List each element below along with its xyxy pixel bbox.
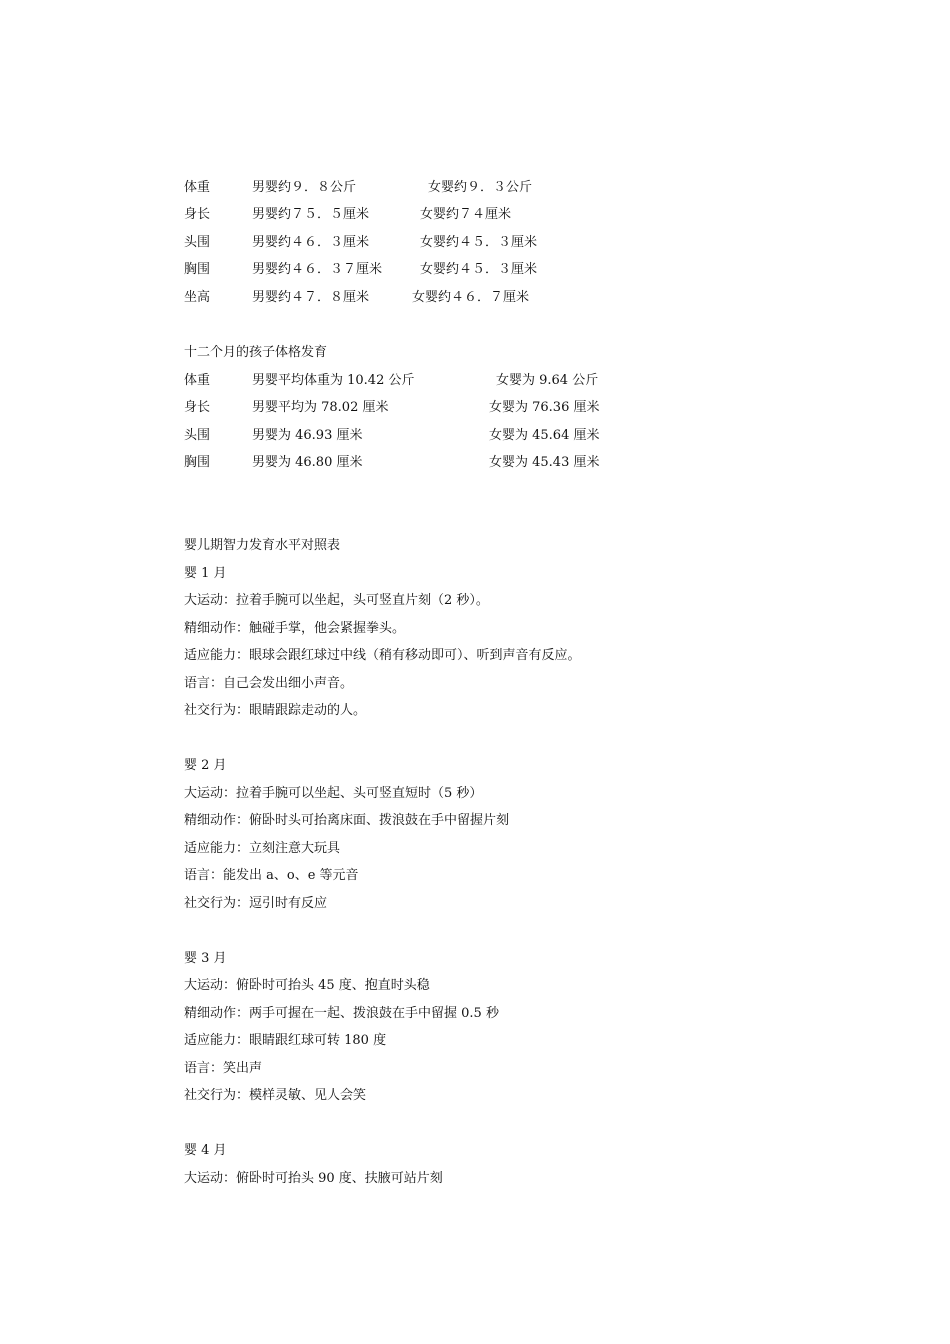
female-value: 女婴约４５．３厘米 (420, 235, 538, 250)
male-value: 男婴平均体重为 10.42 公斤 (252, 373, 415, 388)
month-item: 语言：自己会发出细小声音。 (184, 676, 354, 691)
row-label: 胸围 (184, 455, 211, 470)
male-value: 男婴约４７．８厘米 (252, 290, 370, 305)
month-item: 精细动作：两手可握在一起、拨浪鼓在手中留握 0.5 秒 (184, 1006, 499, 1021)
female-value: 女婴为 9.64 公斤 (496, 373, 599, 388)
row-label: 体重 (184, 373, 211, 388)
female-value: 女婴约７４厘米 (420, 207, 512, 222)
month-item: 社交行为：逗引时有反应 (184, 896, 328, 911)
table2-row-head (184, 426, 784, 446)
male-value: 男婴为 46.80 厘米 (252, 455, 363, 470)
table2-title: 十二个月的孩子体格发育 (184, 345, 328, 360)
month-item: 大运动：俯卧时可抬头 45 度、抱直时头稳 (184, 978, 430, 993)
month-item: 语言：笑出声 (184, 1061, 263, 1076)
female-value: 女婴为 45.43 厘米 (489, 455, 600, 470)
male-value: 男婴约４６．３７厘米 (252, 262, 383, 277)
month-item: 精细动作：俯卧时头可抬离床面、拨浪鼓在手中留握片刻 (184, 813, 510, 828)
month-item: 大运动：俯卧时可抬头 90 度、扶腋可站片刻 (184, 1171, 443, 1186)
month-item: 适应能力：眼球会跟红球过中线（稍有移动即可）、听到声音有反应。 (184, 648, 581, 663)
month-item: 适应能力：立刻注意大玩具 (184, 841, 341, 856)
row-label: 胸围 (184, 262, 211, 277)
month-item: 社交行为：模样灵敏、见人会笑 (184, 1088, 367, 1103)
table1-row-head (184, 233, 784, 253)
month-heading: 婴 2 月 (184, 758, 227, 773)
female-value: 女婴为 76.36 厘米 (489, 400, 600, 415)
month-heading: 婴 4 月 (184, 1143, 227, 1158)
male-value: 男婴平均为 78.02 厘米 (252, 400, 389, 415)
month-item: 大运动：拉着手腕可以坐起、头可竖直短时（5 秒） (184, 786, 483, 801)
table1-row-weight (184, 178, 784, 198)
row-label: 坐高 (184, 290, 211, 305)
table2-row-length (184, 398, 784, 418)
month-item: 适应能力：眼睛跟红球可转 180 度 (184, 1033, 387, 1048)
month-item: 大运动：拉着手腕可以坐起，头可竖直片刻（2 秒）。 (184, 593, 489, 608)
female-value: 女婴约４５．３厘米 (420, 262, 538, 277)
male-value: 男婴约４６．３厘米 (252, 235, 370, 250)
table1-row-length (184, 205, 784, 225)
row-label: 身长 (184, 207, 211, 222)
month-item: 精细动作：触碰手掌，他会紧握拳头。 (184, 621, 406, 636)
month-heading: 婴 3 月 (184, 951, 227, 966)
month-item: 语言：能发出 a、o、e 等元音 (184, 868, 359, 883)
month-heading: 婴 1 月 (184, 566, 227, 581)
table1-row-sitting (184, 288, 784, 308)
row-label: 体重 (184, 180, 211, 195)
table1-row-chest (184, 260, 784, 280)
month-item: 社交行为：眼睛跟踪走动的人。 (184, 703, 367, 718)
male-value: 男婴约７５．５厘米 (252, 207, 370, 222)
table2-row-weight (184, 371, 784, 391)
row-label: 头围 (184, 235, 211, 250)
female-value: 女婴约９．３公斤 (428, 180, 533, 195)
row-label: 身长 (184, 400, 211, 415)
row-label: 头围 (184, 428, 211, 443)
male-value: 男婴约９．８公斤 (252, 180, 357, 195)
female-value: 女婴约４６．７厘米 (412, 290, 530, 305)
male-value: 男婴为 46.93 厘米 (252, 428, 363, 443)
female-value: 女婴为 45.64 厘米 (489, 428, 600, 443)
section-title: 婴儿期智力发育水平对照表 (184, 538, 341, 553)
table2-row-chest (184, 453, 784, 473)
